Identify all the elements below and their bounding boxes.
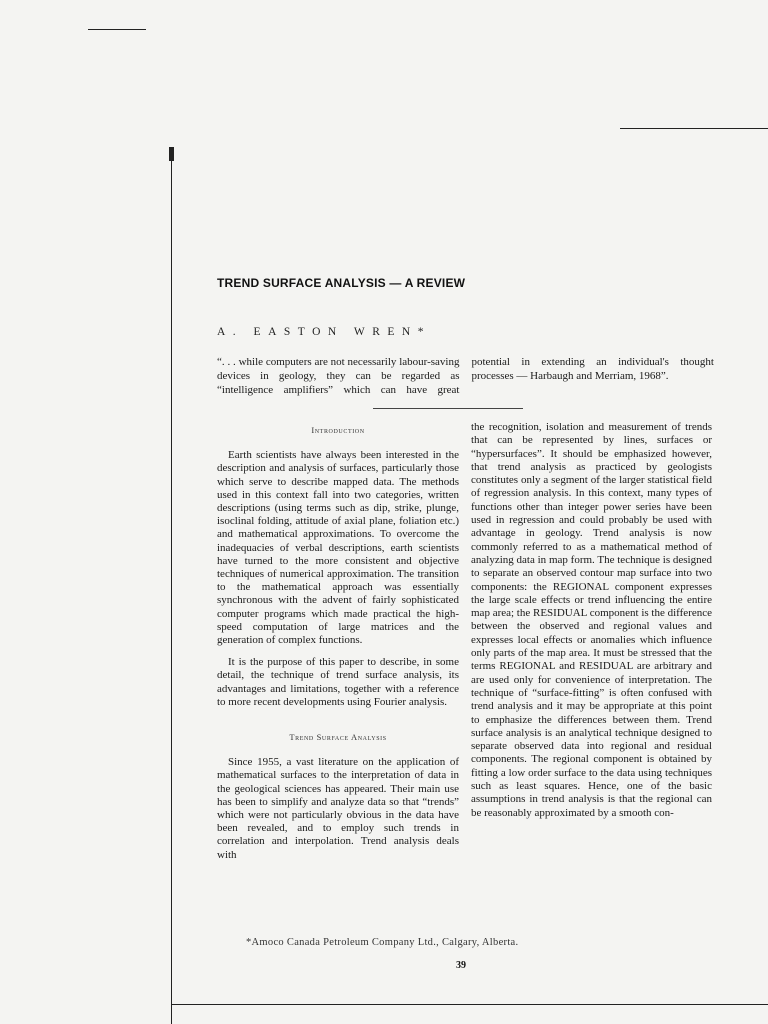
intro-paragraph-2: It is the purpose of this paper to describe, in some detail, the technique of trend surface analysis, its advantages and limitations, together with a reference to more recent developments using Fourier analysis.: [217, 656, 459, 708]
article-title: TREND SURFACE ANALYSIS — A REVIEW: [217, 276, 466, 290]
author-affiliation-footnote: *Amoco Canada Petroleum Company Ltd., Calgary, Alberta.: [246, 937, 519, 948]
page-edge-bottom: [171, 1004, 768, 1005]
scan-line-top-left: [88, 29, 146, 30]
scan-line-top-right: [620, 128, 768, 129]
trend-surface-analysis-heading: Trend Surface Analysis: [289, 732, 387, 743]
tsa-paragraph-continued: the recognition, isolation and measurement of trends that can be represented by lines, surfaces or “hypersurfaces”. It should be emphasized however, that trend analysis as practiced by geologists constitutes only a segment of the larger statistical field of regression analysis. In this context, many types of functions other than integer power series have been used in regression and could probably be used with advantage in geology. Trend analysis is now commonly referred to as a mathematical method of analyzing data in map form. The technique is designed to separate an observed contour map surface into two components: the REGIONAL component expresses the large scale effects or trend influencing the entire map area; the RESIDUAL component is the difference between the observed and regional values and expresses local effects or anomalies which influence only parts of the map area. It must be stressed that the terms REGIONAL and RESIDUAL are arbitrary and are used only for convenience of interpretation. The technique of “surface-fitting” is often confused with trend analysis and it may be appropriate at this point to emphasize the differences between them. Trend surface analysis is an analytical technique designed to separate observed data into regional and residual components. The regional component is obtained by fitting a low order surface to the data using techniques such as least squares. Hence, one of the basic assumptions in trend analysis is that the regional can be reasonably approximated by a smooth con-: [471, 421, 713, 819]
intro-paragraph-1: Earth scientists have always been interested in the description and analysis of surfaces, particularly those which serve to describe mapped data. The methods used in this context fall into two categories, written descriptions (using terms such as dip, strike, plunge, isoclinal folding, attitude of axial plane, foliation etc.) and mathematical approximations. To overcome the inadequacies of verbal descriptions, earth scientists have turned to the more consistent and objective techniques of numerical approximation. The transition to the mathematical approach was essentially synchronous with the advent of fairly sophisticated computer programs which made practical the high-speed computation of large matrices and the generation of complex functions.: [217, 449, 459, 647]
article-author: A. EASTON WREN*: [217, 326, 431, 338]
right-column: [471, 421, 712, 829]
tsa-paragraph-1: Since 1955, a vast literature on the application of mathematical surfaces to the interpretation of data in the geological sciences has appeared. Their main use has been to simplify and analyze data so that “trends” which were not particularly obvious in the data have been revealed, and to employ such trends in correlation and interpolation. Trend analysis deals with: [217, 756, 459, 861]
left-column: [217, 424, 459, 871]
page-edge-left: [171, 147, 172, 1024]
page-edge-marker: [169, 147, 174, 161]
introduction-heading: Introduction: [311, 425, 365, 435]
page-number: 39: [456, 960, 466, 971]
section-divider: [373, 408, 523, 409]
epigraph: “. . . while computers are not necessarily labour-saving devices in geology, they can be regarded as “intelligence amplifiers” which can have great potential in extending an individual's thought processes — Harbaugh and Merriam, 1968”.: [217, 356, 714, 396]
